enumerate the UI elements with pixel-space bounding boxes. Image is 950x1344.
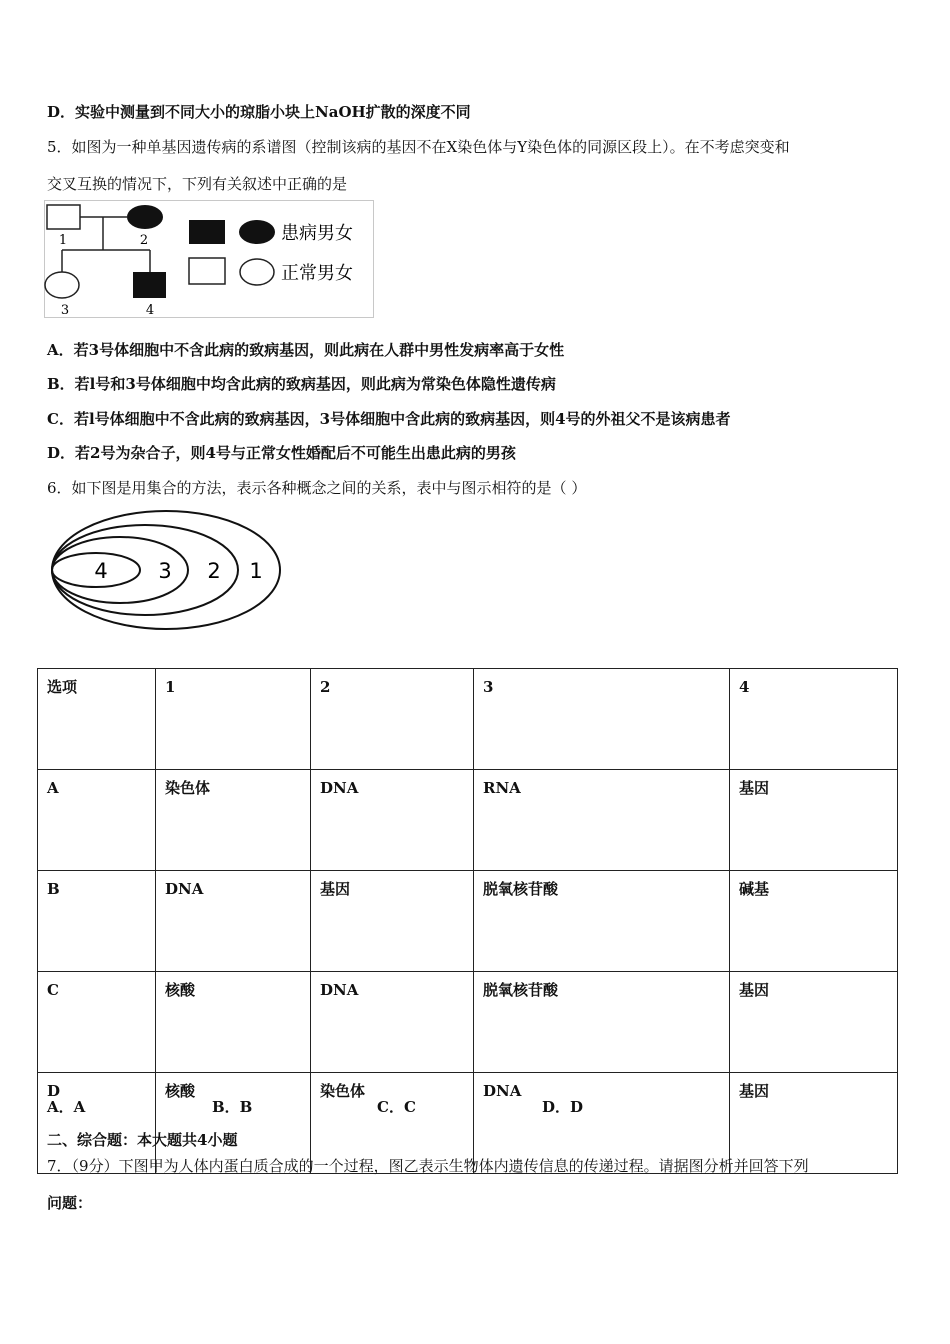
table-cell: 核酸 bbox=[156, 1073, 311, 1174]
q4-option-d: D．实验中测量到不同大小的琼脂小块上NaOH扩散的深度不同 bbox=[47, 103, 471, 121]
pedigree-male-4-affected bbox=[133, 272, 166, 298]
venn-diagram bbox=[50, 508, 286, 632]
q5-option-a: A．若3号体细胞中不含此病的致病基因，则此病在人群中男性发病率高于女性 bbox=[47, 341, 565, 359]
q7-stem-line1: 7．（9分）下图甲为人体内蛋白质合成的一个过程，图乙表示生物体内遗传信息的传递过程。请据图分析并回答下列 bbox=[47, 1157, 809, 1175]
table-cell: 基因 bbox=[730, 972, 898, 1073]
table-header-cell: 3 bbox=[474, 669, 730, 770]
table-cell: A bbox=[38, 770, 156, 871]
table-cell: B bbox=[38, 871, 156, 972]
table-row bbox=[38, 972, 898, 1073]
table-row bbox=[38, 871, 898, 972]
legend-affected-male-icon bbox=[189, 220, 225, 244]
q5-option-c: C．若l号体细胞中不含此病的致病基因，3号体细胞中含此病的致病基因，则4号的外祖父不是该病患者 bbox=[47, 410, 731, 428]
answer-choice-d[interactable]: D．D bbox=[542, 1098, 584, 1116]
legend-normal-female-icon bbox=[240, 259, 274, 285]
table-header-cell: 4 bbox=[730, 669, 898, 770]
section-2-heading: 二、综合题：本大题共4小题 bbox=[47, 1131, 238, 1149]
pedigree-figure bbox=[44, 200, 374, 318]
answer-choice-a[interactable]: A．A bbox=[47, 1098, 86, 1116]
table-cell: 基因 bbox=[311, 871, 474, 972]
answer-choice-b[interactable]: B．B bbox=[212, 1098, 253, 1116]
table-cell: DNA bbox=[156, 871, 311, 972]
pedigree-id-2: 2 bbox=[139, 233, 149, 248]
venn-label-2: 2 bbox=[207, 559, 221, 583]
table-cell: 染色体 bbox=[311, 1073, 474, 1174]
q5-stem-line1: 5．如图为一种单基因遗传病的系谱图（控制该病的基因不在X染色体与Y染色体的同源区段上）。在不考虑突变和 bbox=[47, 138, 790, 156]
venn-label-1: 1 bbox=[249, 559, 263, 583]
q5-stem-line2: 交叉互换的情况下，下列有关叙述中正确的是 bbox=[47, 175, 348, 193]
table-cell: 基因 bbox=[730, 1073, 898, 1174]
table-header-cell: 2 bbox=[311, 669, 474, 770]
table-cell: DNA bbox=[474, 1073, 730, 1174]
venn-label-4: 4 bbox=[94, 559, 108, 583]
table-row bbox=[38, 770, 898, 871]
pedigree-male-1-normal bbox=[47, 205, 80, 229]
table-cell: 基因 bbox=[730, 770, 898, 871]
table-cell: DNA bbox=[311, 770, 474, 871]
pedigree-female-3-normal bbox=[45, 272, 79, 298]
q6-options-table bbox=[37, 668, 898, 1174]
table-cell: D bbox=[38, 1073, 156, 1174]
legend-affected-label: 患病男女 bbox=[281, 223, 353, 244]
answer-choice-c[interactable]: C．C bbox=[377, 1098, 416, 1116]
pedigree-id-4: 4 bbox=[145, 303, 155, 318]
q7-stem-line2: 问题： bbox=[47, 1194, 93, 1212]
table-cell: C bbox=[38, 972, 156, 1073]
pedigree-female-2-affected bbox=[127, 205, 163, 229]
table-cell: 脱氧核苷酸 bbox=[474, 871, 730, 972]
pedigree-id-3: 3 bbox=[60, 303, 70, 318]
legend-normal-male-icon bbox=[189, 258, 225, 284]
table-cell: 染色体 bbox=[156, 770, 311, 871]
q5-option-b: B．若l号和3号体细胞中均含此病的致病基因，则此病为常染色体隐性遗传病 bbox=[47, 375, 556, 393]
table-header-row bbox=[38, 669, 898, 770]
q6-stem: 6．如下图是用集合的方法，表示各种概念之间的关系，表中与图示相符的是（ ） bbox=[47, 479, 587, 497]
venn-label-3: 3 bbox=[158, 559, 172, 583]
q5-option-d: D．若2号为杂合子，则4号与正常女性婚配后不可能生出患此病的男孩 bbox=[47, 444, 516, 462]
table-cell: 脱氧核苷酸 bbox=[474, 972, 730, 1073]
table-header-cell: 选项 bbox=[38, 669, 156, 770]
table-header-cell: 1 bbox=[156, 669, 311, 770]
legend-affected-female-icon bbox=[239, 220, 275, 244]
pedigree-id-1: 1 bbox=[58, 233, 68, 248]
table-cell: 碱基 bbox=[730, 871, 898, 972]
legend-normal-label: 正常男女 bbox=[281, 263, 353, 284]
table-cell: DNA bbox=[311, 972, 474, 1073]
table-cell: RNA bbox=[474, 770, 730, 871]
table-cell: 核酸 bbox=[156, 972, 311, 1073]
